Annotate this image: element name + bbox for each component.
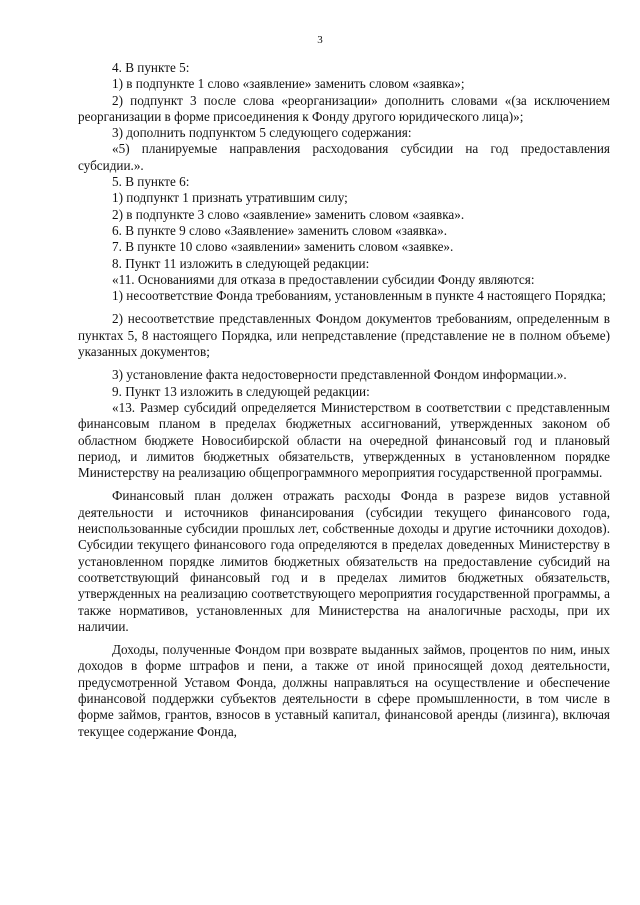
paragraph: 1) несоответствие Фонда требованиям, установленным в пункте 4 настоящего Порядка; xyxy=(112,288,606,304)
paragraph: 7. В пункте 10 слово «заявлении» заменить словом «заявке». xyxy=(112,239,454,255)
paragraph: 2) в подпункте 3 слово «заявление» заменить словом «заявка». xyxy=(112,206,465,222)
paragraph: 9. Пункт 13 изложить в следующей редакции: xyxy=(112,383,370,399)
paragraph: 4. В пункте 5: xyxy=(112,60,190,75)
paragraph: «5) планируемые направления расходования субсидии на год предоставления субсидии.». xyxy=(78,141,610,173)
paragraph: «11. Основаниями для отказа в предоставлении субсидии Фонду являются: xyxy=(112,271,535,287)
paragraph: 8. Пункт 11 изложить в следующей редакции: xyxy=(112,255,370,271)
paragraph: 3) установление факта недостоверности представленной Фондом информации.». xyxy=(112,367,567,383)
paragraph: 1) подпункт 1 признать утратившим силу; xyxy=(112,190,348,206)
paragraph: Финансовый план должен отражать расходы Фонда в разрезе видов уставной деятельности и источников финансирования (субсидии текущего финансового года, неиспользованные субсидии прошлых лет, собственные доходы и другие источники доходов). Субсидии текущего финансового года определяются в пределах доведенных Министерству в установленном порядке лимитов бюджетных обязательств на предоставление субсидий на соответствующий финансовый год и в пределах лимитов бюджетных обязательств, утвержденных на реализацию соответствующего мероприятия государственной программы, а также нормативов, установленных для Министерства на аналогичные расходы, при их наличии. xyxy=(78,488,610,634)
paragraph: 6. В пункте 9 слово «Заявление» заменить словом «заявка». xyxy=(112,222,448,238)
paragraph: Доходы, полученные Фондом при возврате выданных займов, процентов по ним, иных доходов в форме штрафов и пени, а также от иной приносящей доход деятельности, предусмотренной Уставом Фонда, должны направляться на осуществление и обеспечение финансовой поддержки субъектов деятельности в сфере промышленности, в том числе в форме займов, грантов, взносов в уставный капитал, финансовой аренды (лизинга), включая текущее содержание Фонда, xyxy=(78,642,610,739)
paragraph: 2) подпункт 3 после слова «реорганизации» дополнить словами «(за исключением реорганизации в форме присоединения к Фонду другого юридического лица)»; xyxy=(78,92,610,124)
paragraph: 5. В пункте 6: xyxy=(112,174,190,190)
paragraph: «13. Размер субсидий определяется Министерством в соответствии с представленным финансовым планом в пределах бюджетных ассигнований, утвержденных законом об областном бюджете Новосибирской области на очередной финансовый год и плановый период, и лимитов бюджетных обязательств, утвержденных в установленном порядке Министерству на реализацию общепрограммного мероприятия государственной программы. xyxy=(78,399,610,481)
document-body xyxy=(78,60,610,740)
paragraph: 3) дополнить подпунктом 5 следующего содержания: xyxy=(112,125,412,141)
paragraph: 2) несоответствие представленных Фондом документов требованиям, определенным в пунктах 5, 8 настоящего Порядка, или непредставление (представление не в полном объеме) указанных документов; xyxy=(78,311,610,360)
paragraph: 1) в подпункте 1 слово «заявление» заменить словом «заявка»; xyxy=(112,76,465,92)
page-number: 3 xyxy=(317,34,323,46)
